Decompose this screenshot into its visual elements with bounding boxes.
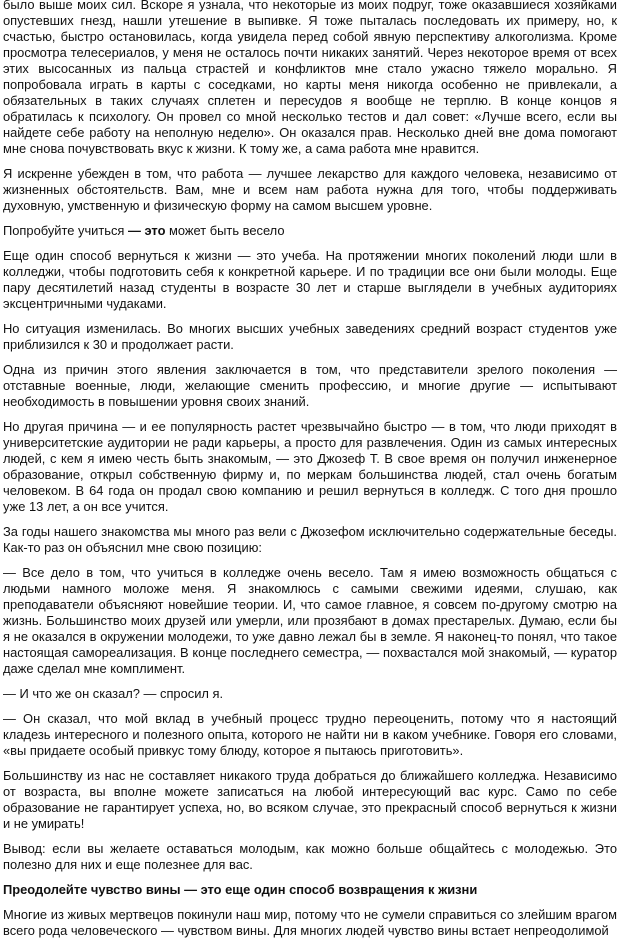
paragraph: Одна из причин этого явления заключается в том, что представители зрелого поколения — отставные военные, люди, желающие сменить профессию, и многие другие — испытывают необходимость в повышении уровня своих знаний. [3,362,617,409]
paragraph: Я искренне убежден в том, что работа — лучшее лекарство для каждого человека, независимо от жизненных обстоятельств. Вам, мне и всем нам работа нужна для того, чтобы поддерживать духовную, умственную и физическую форму на самом высшем уровне. [3,166,617,213]
paragraph: Большинству из нас не составляет никакого труда добраться до ближайшего колледжа. Независимо от возраста, вы вполне можете записаться на любой интересующий вас курс. Само по себе образование не гарантирует успеха, но, во всяком случае, это прекрасный способ вернуться к жизни и не умирать! [3,768,617,831]
paragraph: — Он сказал, что мой вклад в учебный процесс трудно переоценить, потому что я настоящий кладезь интересного и полезного опыта, которого не найти ни в каком учебнике. Говоря его словами, «вы придаете особый привкус тому блюду, которое я пытаюсь приготовить». [3,711,617,758]
subheading-start: Попробуйте учиться [3,223,125,238]
paragraph: Но ситуация изменилась. Во многих высших учебных заведениях средний возраст студентов уже приблизился к 30 и продолжает расти. [3,321,617,352]
paragraph: Но другая причина — и ее популярность растет чрезвычайно быстро — в том, что люди приходят в университетские аудитории не ради карьеры, а просто для развлечения. Один из самых интересных людей, с кем я имею честь быть знакомым, — это Джозеф Т. В свое время он получил инженерное образование, открыл собственную фирму и, по меркам большинства людей, стал очень богатым человеком. В 64 года он продал свою компанию и решил вернуться в колледж. С того дня прошло уже 13 лет, а он все учится. [3,419,617,514]
paragraph: Еще один способ вернуться к жизни — это учеба. На протяжении многих поколений люди шли в колледжи, чтобы подготовить себя к конкретной карьере. И по традиции все они были молоды. Еще пару десятилетий назад студенты в возрасте 30 лет и старше выглядели в учебных аудиториях эксцентричными чудаками. [3,248,617,311]
document-body [3,0,617,948]
paragraph: Вывод: если вы желаете оставаться молодым, как можно больше общайтесь с молодежью. Это полезно для них и еще полезнее для вас. [3,841,617,872]
paragraph: — Все дело в том, что учиться в колледже очень весело. Там я имею возможность общаться с людьми намного моложе меня. Я знакомлюсь с самыми свежими идеями, слушаю, как преподаватели объясняют новейшие теории. И, что самое главное, я совсем по-другому смотрю на жизнь. Большинство моих друзей или умерли, или прозябают в домах престарелых. Думаю, если бы я не оказался в окружении молодежи, то уже давно лежал бы в земле. Я наконец-то понял, что такое настоящая самореализация. В конце последнего семестра, — похвастался мой знакомый, — куратор даже сделал мне комплимент. [3,565,617,676]
subheading-end: может быть весело [165,223,285,238]
paragraph: Многие из живых мертвецов покинули наш мир, потому что не сумели справиться со злейшим врагом всего рода человеческого — чувством вины. Для многих людей чувство вины встает непреодолимой [3,907,617,938]
section-heading: Преодолейте чувство вины — это еще один способ возвращения к жизни [3,882,478,897]
subheading-bold: — это [124,223,166,238]
paragraph: За годы нашего знакомства мы много раз вели с Джозефом исключительно содержательные беседы. Как-то раз он объяснил мне свою позицию: [3,524,617,555]
subheading-line [3,223,617,239]
paragraph: — И что же он сказал? — спросил я. [3,686,224,701]
paragraph: было выше моих сил. Вскоре я узнала, что некоторые из моих подруг, тоже оказавшиеся хозяйками опустевших гнезд, нашли утешение в выпивке. Я тоже пыталась последовать их примеру, но, к счастью, быстро остановилась, когда увидела перед собой явную перспективу алкоголизма. Кроме просмотра телесериалов, у меня не осталось почти никаких занятий. Через некоторое время от всех этих высосанных из пальца страстей и конфликтов мне стало ужасно тяжело морально. Я попробовала играть в карты с соседками, но карты меня никогда особенно не привлекали, а обязательных в таких случаях сплетен и пересудов я вообще не терплю. В конце концов я обратилась к психологу. Он провел со мной несколько тестов и дал совет: «Лучше всего, если вы найдете себе работу на неполную неделю». Он оказался прав. Несколько дней вне дома помогают мне снова почувствовать вкус к жизни. К тому же, а сама работа мне нравится. [3,0,617,156]
